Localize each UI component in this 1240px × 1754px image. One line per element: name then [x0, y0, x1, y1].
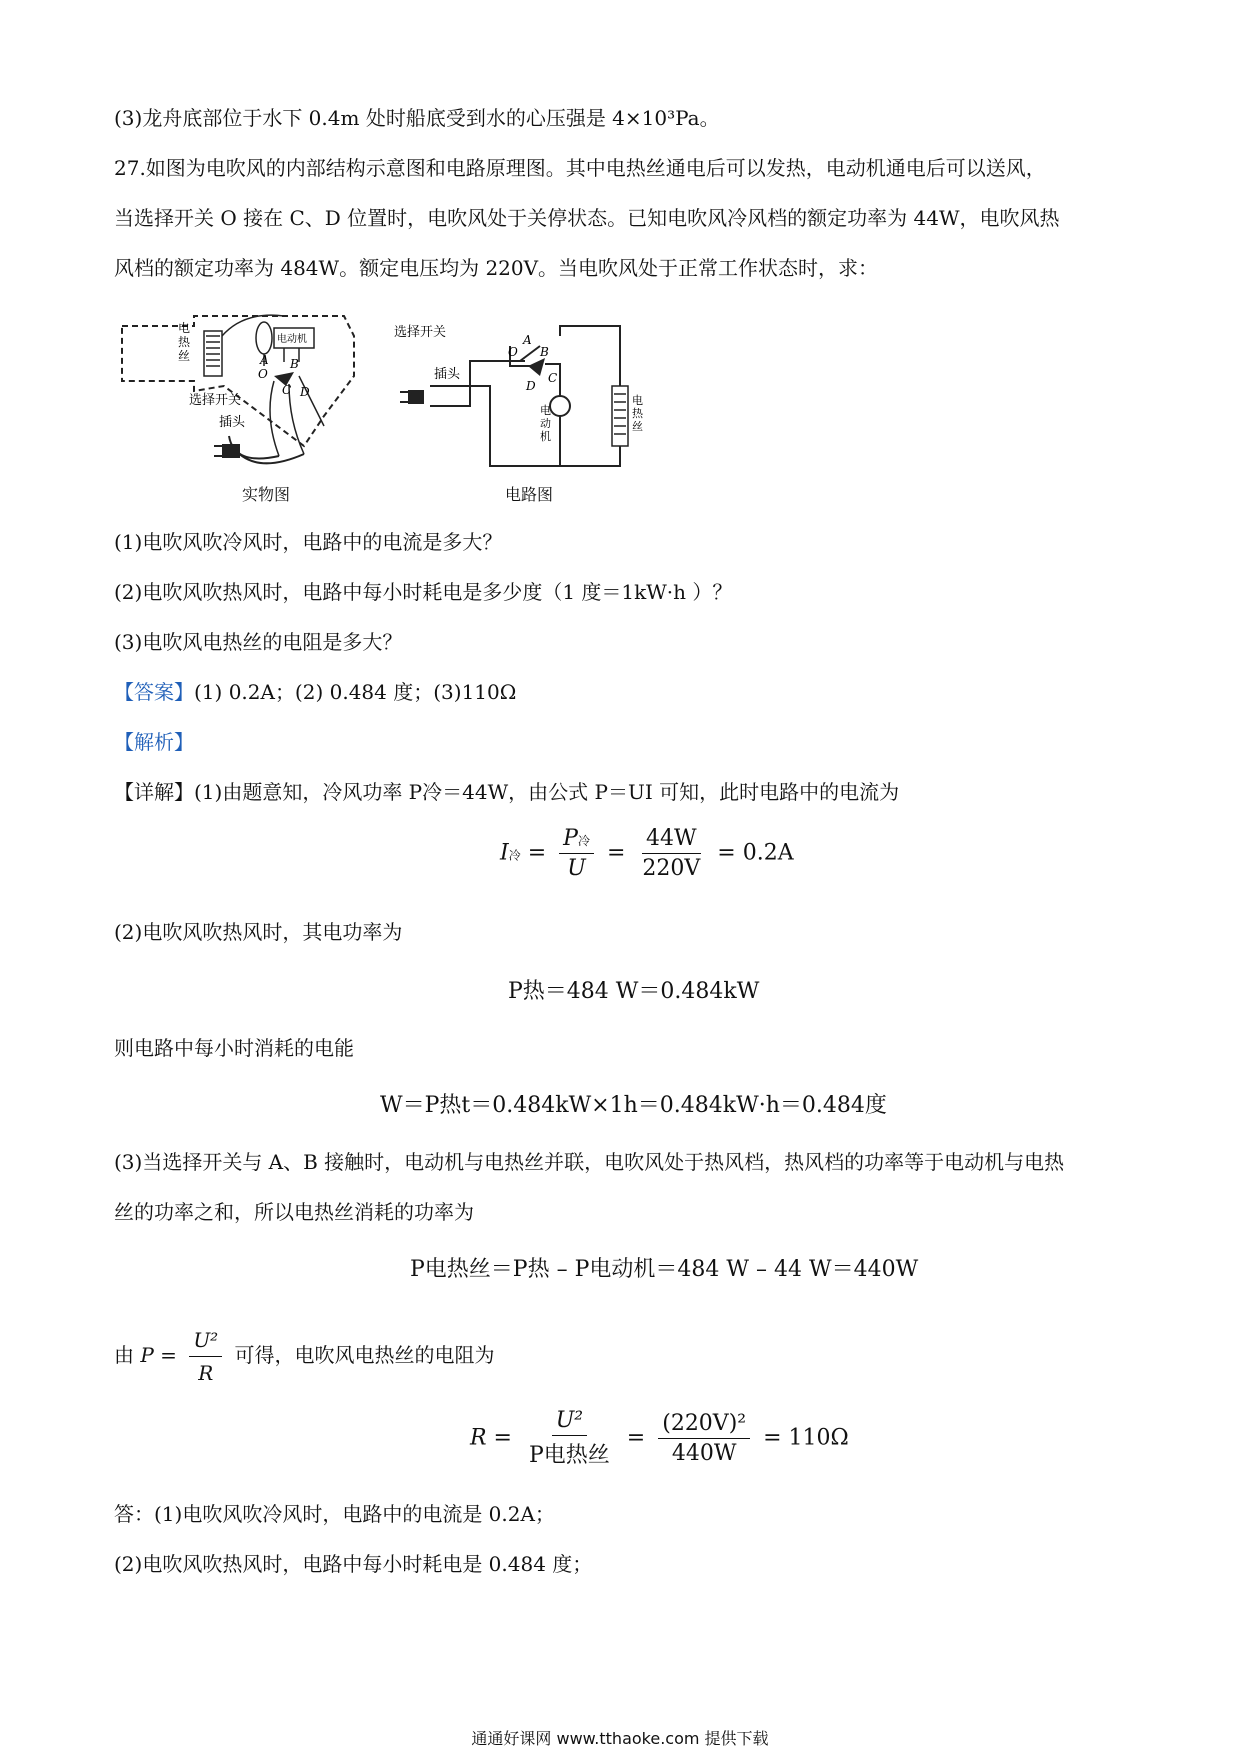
f5-num: U²	[193, 1328, 219, 1352]
text-line: (3)龙舟底部位于水下 0.4m 处时船底受到水的心压强是 4×10³Pa。	[114, 106, 720, 130]
f6-den2: 440W	[671, 1441, 737, 1466]
svg-text:选择开关: 选择开关	[394, 325, 447, 340]
f1-num1: P	[563, 826, 578, 851]
svg-text:D: D	[300, 385, 310, 399]
svg-text:电: 电	[540, 404, 551, 417]
step-2-line: (2)电吹风吹热风时，其电功率为	[114, 920, 403, 944]
formula-energy: W＝P热t＝0.484kW×1h＝0.484kW·h＝0.484度	[380, 1093, 887, 1118]
answer-line	[114, 678, 516, 706]
f6-num1: U²	[555, 1408, 584, 1433]
circuit-diagram	[390, 306, 670, 506]
f1-result: = 0.2A	[717, 840, 794, 866]
f1-den2: 220V	[642, 856, 701, 881]
svg-text:动: 动	[540, 417, 551, 430]
answer-summary-2: (2)电吹风吹热风时，电路中每小时耗电是 0.484 度；	[114, 1552, 593, 1576]
question-2: (2)电吹风吹热风时，电路中每小时耗电是多少度（1 度＝1kW·h ）？	[114, 580, 733, 604]
answer-summary-1: 答：(1)电吹风吹冷风时，电路中的电流是 0.2A；	[114, 1502, 555, 1526]
svg-text:电: 电	[632, 394, 643, 407]
f1-num1-sub: 冷	[577, 834, 590, 848]
detail-line: 【详解】(1)由题意知，冷风功率 P冷＝44W，由公式 P＝UI 可知，此时电路中的电流为	[114, 780, 900, 804]
svg-text:机: 机	[540, 430, 551, 443]
step-5-line: 丝的功率之和，所以电热丝消耗的功率为	[114, 1200, 474, 1224]
heater-label: 电	[178, 321, 191, 335]
f5-den: R	[198, 1361, 214, 1385]
svg-text:丝: 丝	[632, 420, 643, 433]
svg-text:电动机: 电动机	[277, 334, 307, 345]
svg-text:插头: 插头	[434, 367, 461, 382]
left-figure-caption: 实物图	[242, 485, 291, 504]
svg-text:热: 热	[632, 407, 643, 420]
svg-text:C: C	[282, 383, 292, 397]
svg-text:B: B	[290, 357, 299, 371]
hairdryer-structure-diagram	[114, 306, 364, 506]
f6-fraction-1	[525, 1408, 614, 1469]
step-3-line: 则电路中每小时消耗的电能	[114, 1036, 354, 1060]
svg-text:C: C	[548, 371, 558, 385]
formula-hot-power: P热＝484 W＝0.484kW	[508, 979, 760, 1004]
f1-lhs-sub: 冷	[508, 848, 521, 863]
svg-text:B: B	[540, 345, 549, 359]
question-3: (3)电吹风电热丝的电阻是多大？	[114, 630, 403, 654]
answer-tag: 【答案】	[114, 680, 194, 704]
f1-fraction-1	[559, 826, 594, 881]
svg-text:A: A	[260, 353, 269, 367]
svg-text:D: D	[526, 379, 536, 393]
s6-pre: 由	[114, 1343, 134, 1367]
svg-text:O: O	[508, 345, 518, 359]
svg-text:O: O	[258, 367, 268, 381]
formula-heater-power: P电热丝＝P热 – P电动机＝484 W – 44 W＝440W	[410, 1257, 919, 1282]
f1-lhs: I	[500, 840, 509, 866]
question-27-line-1: 27.如图为电吹风的内部结构示意图和电路原理图。其中电热丝通电后可以发热，电动机通电后可以送风，	[114, 156, 1046, 180]
step-4-line: (3)当选择开关与 A、B 接触时，电动机与电热丝并联，电吹风处于热风档，热风档的功率等于电动机与电热	[114, 1150, 1065, 1174]
f6-den1: P电热丝	[529, 1443, 610, 1468]
svg-text:丝: 丝	[178, 349, 191, 363]
f5-fraction	[189, 1326, 222, 1387]
svg-text:A: A	[523, 333, 532, 347]
formula-resistance: R = $\frac{\text{U²}}{\text{P电热丝}}$ = $\frac{\text{(220V)²}}{440W}$ = 110Ω	[470, 1408, 849, 1468]
question-27-line-3: 风档的额定功率为 484W。额定电压均为 220V。当电吹风处于正常工作状态时，求：	[114, 256, 879, 280]
f6-result: = 110Ω	[763, 1425, 849, 1451]
f6-fraction-2	[658, 1411, 750, 1466]
f1-num2: 44W	[642, 826, 701, 854]
answer-text: (1) 0.2A；(2) 0.484 度；(3)110Ω	[194, 680, 517, 704]
f6-num2: (220V)²	[658, 1411, 750, 1439]
f6-lhs: R =	[470, 1425, 512, 1451]
f1-den1: U	[567, 856, 586, 881]
question-27-line-2: 当选择开关 O 接在 C、D 位置时，电吹风处于关停状态。已知电吹风冷风档的额定功率为 44W，电吹风热	[114, 206, 1060, 230]
svg-text:选择开关: 选择开关	[189, 393, 242, 408]
svg-text:插头: 插头	[219, 415, 246, 430]
f1-fraction-2	[638, 826, 704, 881]
step-6-line: 由 P = $\frac{\text{U²}}{R}$ 可得，电吹风电热丝的电阻为	[114, 1328, 495, 1385]
s6-post: 可得，电吹风电热丝的电阻为	[234, 1343, 495, 1367]
svg-text:热: 热	[178, 335, 191, 349]
analysis-tag: 【解析】	[114, 730, 194, 754]
right-figure-caption: 电路图	[505, 485, 554, 504]
formula-current: I冷 = $\frac{\text{P冷}}{U}$ = $\frac{44W}{220V}$ = 0.2A	[500, 826, 794, 881]
question-1: (1)电吹风吹冷风时，电路中的电流是多大？	[114, 530, 503, 554]
page-footer: 通通好课网 www.tthaoke.com 提供下载	[471, 1729, 769, 1748]
circuit-figure	[390, 306, 670, 506]
hairdryer-figure	[114, 306, 364, 506]
